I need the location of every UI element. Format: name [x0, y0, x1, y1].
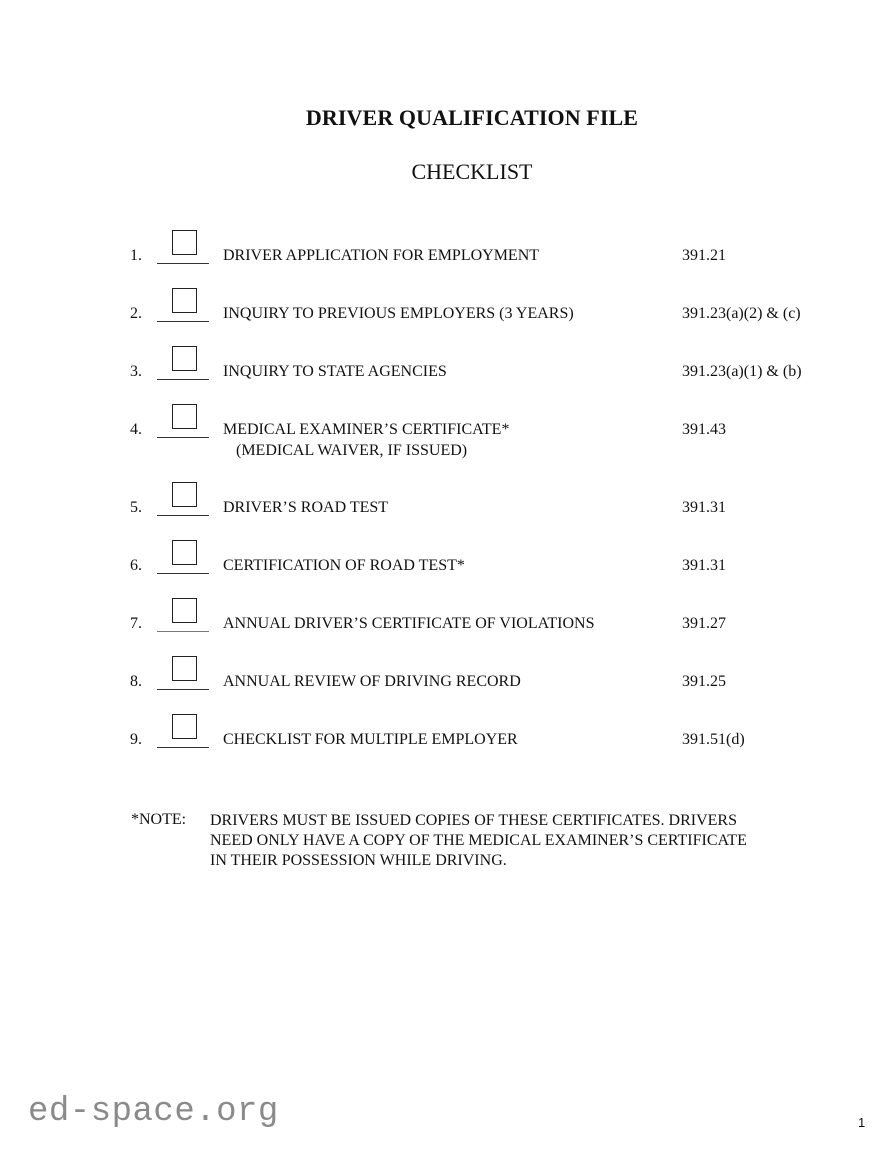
checkbox[interactable] — [172, 656, 197, 681]
checkbox[interactable] — [172, 714, 197, 739]
signature-line — [157, 573, 209, 574]
item-number: 6. — [130, 557, 142, 574]
regulation-reference: 391.31 — [682, 557, 726, 574]
item-label: INQUIRY TO STATE AGENCIES — [223, 363, 447, 380]
item-number: 5. — [130, 499, 142, 516]
checkbox[interactable] — [172, 540, 197, 565]
regulation-reference: 391.31 — [682, 499, 726, 516]
checklist-item-8 — [0, 655, 892, 695]
checkbox[interactable] — [172, 288, 197, 313]
regulation-reference: 391.43 — [682, 421, 726, 438]
checkbox[interactable] — [172, 404, 197, 429]
item-label: CHECKLIST FOR MULTIPLE EMPLOYER — [223, 731, 518, 748]
checklist-item-6 — [0, 539, 892, 579]
note-line: IN THEIR POSSESSION WHILE DRIVING. — [210, 852, 507, 869]
checkbox[interactable] — [172, 346, 197, 371]
signature-line — [157, 379, 209, 380]
regulation-reference: 391.23(a)(2) & (c) — [682, 305, 801, 322]
watermark: ed-space.org — [28, 1093, 279, 1131]
page-number: 1 — [858, 1115, 866, 1130]
checklist-item-9 — [0, 713, 892, 753]
checklist-item-5 — [0, 481, 892, 521]
checkbox[interactable] — [172, 230, 197, 255]
item-number: 3. — [130, 363, 142, 380]
checklist-item-1 — [0, 229, 892, 269]
note-heading: *NOTE: — [131, 811, 187, 828]
item-number: 8. — [130, 673, 142, 690]
signature-line — [157, 747, 209, 748]
item-number: 9. — [130, 731, 142, 748]
checklist-item-2 — [0, 287, 892, 327]
page-title: DRIVER QUALIFICATION FILE — [305, 105, 639, 130]
checkbox[interactable] — [172, 598, 197, 623]
signature-line — [157, 321, 209, 322]
regulation-reference: 391.23(a)(1) & (b) — [682, 363, 802, 380]
signature-line — [157, 631, 209, 632]
signature-line — [157, 437, 209, 438]
regulation-reference: 391.21 — [682, 247, 726, 264]
note-body — [210, 811, 830, 871]
item-label: MEDICAL EXAMINER’S CERTIFICATE* — [223, 421, 510, 438]
checklist-item-7 — [0, 597, 892, 637]
item-label: DRIVER’S ROAD TEST — [223, 499, 389, 516]
page-subtitle: CHECKLIST — [411, 159, 533, 184]
item-label: ANNUAL REVIEW OF DRIVING RECORD — [223, 673, 521, 690]
item-label: ANNUAL DRIVER’S CERTIFICATE OF VIOLATIONS — [223, 615, 595, 632]
checklist-item-4 — [0, 403, 892, 463]
signature-line — [157, 515, 209, 516]
signature-line — [157, 263, 209, 264]
item-number: 4. — [130, 421, 142, 438]
note-line: DRIVERS MUST BE ISSUED COPIES OF THESE CERTIFICATES. DRIVERS — [210, 812, 737, 829]
regulation-reference: 391.51(d) — [682, 731, 745, 748]
item-number: 1. — [130, 247, 142, 264]
item-label: INQUIRY TO PREVIOUS EMPLOYERS (3 YEARS) — [223, 305, 574, 322]
item-label: CERTIFICATION OF ROAD TEST* — [223, 557, 465, 574]
checklist-item-3 — [0, 345, 892, 385]
signature-line — [157, 689, 209, 690]
item-sublabel: (MEDICAL WAIVER, IF ISSUED) — [236, 442, 468, 459]
item-number: 2. — [130, 305, 142, 322]
checkbox[interactable] — [172, 482, 197, 507]
item-number: 7. — [130, 615, 142, 632]
item-label: DRIVER APPLICATION FOR EMPLOYMENT — [223, 247, 540, 264]
regulation-reference: 391.25 — [682, 673, 726, 690]
note-line: NEED ONLY HAVE A COPY OF THE MEDICAL EXAMINER’S CERTIFICATE — [210, 832, 747, 849]
regulation-reference: 391.27 — [682, 615, 726, 632]
